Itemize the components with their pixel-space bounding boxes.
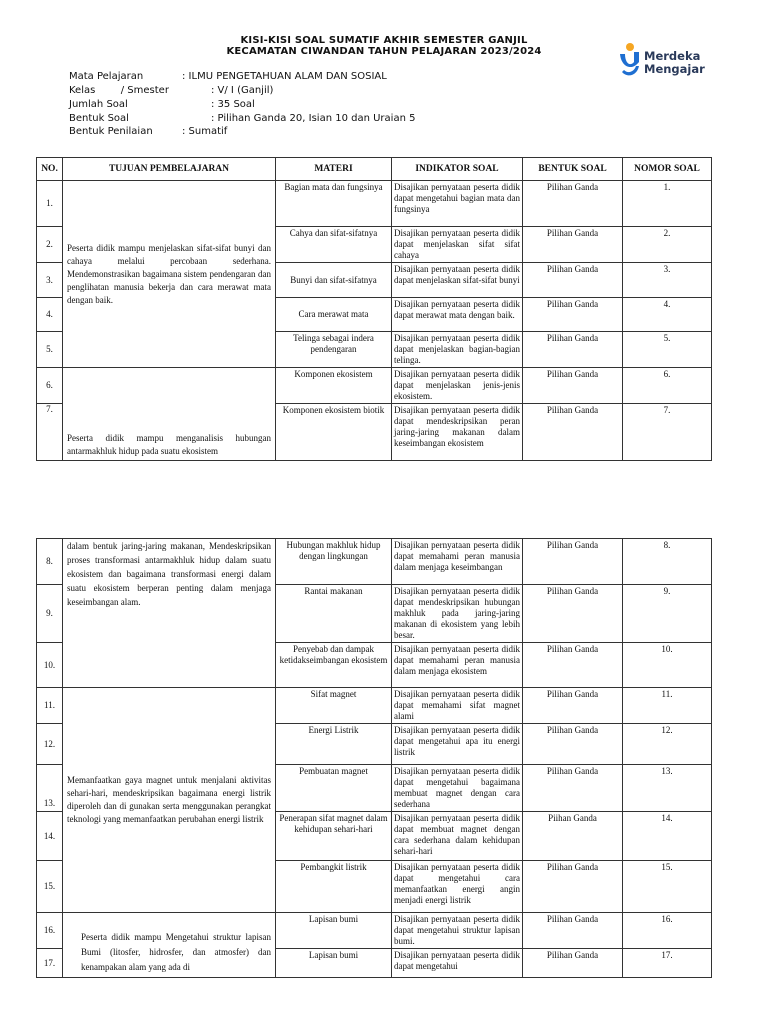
row-no: 6. — [37, 368, 63, 404]
materi-cell: Hubungan makhluk hidup dengan lingkungan — [276, 539, 392, 585]
bentuk-cell: Pilihan Ganda — [523, 585, 623, 643]
info-value-kelas: : V/ I (Ganjil) — [211, 85, 274, 96]
info-value-bentuk-penilaian: : Sumatif — [182, 126, 228, 137]
row-no: 17. — [37, 949, 63, 978]
bentuk-cell: Pilihan Ganda — [523, 949, 623, 978]
table-row — [37, 913, 712, 949]
nomor-cell: 10. — [623, 643, 712, 688]
bentuk-cell: Pilihan Ganda — [523, 643, 623, 688]
merdeka-mengajar-logo — [617, 42, 707, 78]
bentuk-cell: Pilihan Ganda — [523, 688, 623, 724]
info-value-mata-pelajaran: : ILMU PENGETAHUAN ALAM DAN SOSIAL — [182, 71, 387, 82]
row-no: 9. — [37, 585, 63, 643]
row-no: 15. — [37, 861, 63, 913]
indikator-cell: Disajikan pernyataan peserta didik dapat menjelaskan sifat sifat cahaya — [392, 227, 523, 263]
indikator-cell: Disajikan pernyataan peserta didik dapat memahami peran manusia dalam menjaga keseimbangan — [392, 539, 523, 585]
logo-text-mengajar: Mengajar — [644, 62, 705, 76]
materi-cell: Sifat magnet — [276, 688, 392, 724]
document-title-line2: KECAMATAN CIWANDAN TAHUN PELAJARAN 2023/2024 — [226, 46, 542, 57]
kisi-kisi-table-part1 — [36, 157, 712, 461]
materi-cell: Lapisan bumi — [276, 913, 392, 949]
info-label-mata-pelajaran: Mata Pelajaran — [69, 71, 144, 82]
indikator-cell: Disajikan pernyataan peserta didik dapat mendeskripsikan hubungan makhluk pada jaring-jaring makanan di ekosistem yang lebih besar. — [392, 585, 523, 643]
bentuk-cell: Pilihan Ganda — [523, 861, 623, 913]
tujuan-cell: Peserta didik mampu menjelaskan sifat-sifat bunyi dan cahaya melalui percobaan sederhana. Mendemonstrasikan bagaimana sistem pendengaran dan penglihatan manusia bekerja dan cara merawat mata dengan baik. — [63, 181, 276, 368]
nomor-cell: 9. — [623, 585, 712, 643]
nomor-cell: 3. — [623, 263, 712, 298]
indikator-cell: Disajikan pernyataan peserta didik dapat membuat magnet dengan cara sederhana dalam kehidupan sehari-hari — [392, 812, 523, 861]
header-tujuan: TUJUAN PEMBELAJARAN — [63, 158, 276, 181]
info-label-kelas: Kelas / Smester — [69, 85, 169, 96]
row-no: 10. — [37, 643, 63, 688]
nomor-cell: 12. — [623, 724, 712, 765]
table-row — [37, 181, 712, 227]
document-title-line1: KISI-KISI SOAL SUMATIF AKHIR SEMESTER GANJIL — [240, 35, 528, 46]
nomor-cell: 17. — [623, 949, 712, 978]
row-no: 3. — [37, 263, 63, 298]
materi-cell: Cara merawat mata — [276, 298, 392, 332]
indikator-cell: Disajikan pernyataan peserta didik dapat merawat mata dengan baik. — [392, 298, 523, 332]
info-value-bentuk-soal: : Pilihan Ganda 20, Isian 10 dan Uraian 5 — [211, 113, 416, 124]
nomor-cell: 14. — [623, 812, 712, 861]
nomor-cell: 15. — [623, 861, 712, 913]
bentuk-cell: Pilihan Ganda — [523, 263, 623, 298]
materi-cell: Bunyi dan sifat-sifatnya — [276, 263, 392, 298]
indikator-cell: Disajikan pernyataan peserta didik dapat menjelaskan bagian-bagian telinga. — [392, 332, 523, 368]
header-nomor: NOMOR SOAL — [623, 158, 712, 181]
indikator-cell: Disajikan pernyataan peserta didik dapat menjelaskan jenis-jenis ekosistem. — [392, 368, 523, 404]
materi-cell: Pembangkit listrik — [276, 861, 392, 913]
bentuk-cell: Pilihan Ganda — [523, 913, 623, 949]
table-header-row — [37, 158, 712, 181]
row-no: 2. — [37, 227, 63, 263]
header-no: NO. — [37, 158, 63, 181]
nomor-cell: 5. — [623, 332, 712, 368]
indikator-cell: Disajikan pernyataan peserta didik dapat mengetahui bagian mata dan fungsinya — [392, 181, 523, 227]
bentuk-cell: Pilihan Ganda — [523, 765, 623, 812]
nomor-cell: 4. — [623, 298, 712, 332]
indikator-cell: Disajikan pernyataan peserta didik dapat memahami sifat magnet alami — [392, 688, 523, 724]
table-row — [37, 368, 712, 404]
row-no: 8. — [37, 539, 63, 585]
row-no: 14. — [37, 812, 63, 861]
row-no: 1. — [37, 181, 63, 227]
bentuk-cell: Pilihan Ganda — [523, 368, 623, 404]
materi-cell: Lapisan bumi — [276, 949, 392, 978]
bentuk-cell: Pilihan Ganda — [523, 298, 623, 332]
tujuan-cell: Memanfaatkan gaya magnet untuk menjalani aktivitas sehari-hari, mendeskripsikan bagaimana energi listrik diperoleh dan di gunakan serta menggunakan perangkat teknologi yang memanfaatkan perubahan energi listrik — [63, 688, 276, 913]
tujuan-cell: dalam bentuk jaring-jaring makanan, Mendeskripsikan proses transformasi antarmakhluk hidup dalam suatu ekosistem dan bagaimana transformasi energi dalam suatu ekosistem berperan penting dalam menjaga keseimbangan alam. — [63, 539, 276, 688]
nomor-cell: 11. — [623, 688, 712, 724]
row-no: 7. — [37, 404, 63, 461]
nomor-cell: 6. — [623, 368, 712, 404]
header-indikator: INDIKATOR SOAL — [392, 158, 523, 181]
row-no: 16. — [37, 913, 63, 949]
logo-text-merdeka: Merdeka — [644, 49, 701, 63]
info-label-bentuk-penilaian: Bentuk Penilaian — [69, 126, 153, 137]
header-bentuk: BENTUK SOAL — [523, 158, 623, 181]
nomor-cell: 1. — [623, 181, 712, 227]
table-row — [37, 539, 712, 585]
materi-cell: Energi Listrik — [276, 724, 392, 765]
nomor-cell: 2. — [623, 227, 712, 263]
nomor-cell: 16. — [623, 913, 712, 949]
bentuk-cell: Piihan Ganda — [523, 812, 623, 861]
materi-cell: Bagian mata dan fungsinya — [276, 181, 392, 227]
row-no: 13. — [37, 765, 63, 812]
bentuk-cell: Pilihan Ganda — [523, 724, 623, 765]
row-no: 11. — [37, 688, 63, 724]
indikator-cell: Disajikan pernyataan peserta didik dapat memahami peran manusia dalam menjaga ekosistem — [392, 643, 523, 688]
row-no: 5. — [37, 332, 63, 368]
materi-cell: Komponen ekosistem biotik — [276, 404, 392, 461]
indikator-cell: Disajikan pernyataan peserta didik dapat mengetahui bagaimana membuat magnet dengan cara sederhana — [392, 765, 523, 812]
materi-cell: Penerapan sifat magnet dalam kehidupan sehari-hari — [276, 812, 392, 861]
indikator-cell: Disajikan pernyataan peserta didik dapat mendeskripsikan peran jaring-jaring makanan dalam keseimbangan ekosistem — [392, 404, 523, 461]
tujuan-cell: Peserta didik mampu menganalisis hubungan antarmakhluk hidup pada suatu ekosistem — [63, 368, 276, 461]
bentuk-cell: Pilihan Ganda — [523, 227, 623, 263]
nomor-cell: 13. — [623, 765, 712, 812]
bentuk-cell: Pilihan Ganda — [523, 181, 623, 227]
bentuk-cell: Pilihan Ganda — [523, 404, 623, 461]
materi-cell: Cahya dan sifat-sifatnya — [276, 227, 392, 263]
materi-cell: Komponen ekosistem — [276, 368, 392, 404]
row-no: 12. — [37, 724, 63, 765]
materi-cell: Telinga sebagai indera pendengaran — [276, 332, 392, 368]
header-materi: MATERI — [276, 158, 392, 181]
materi-cell: Pembuatan magnet — [276, 765, 392, 812]
info-label-bentuk-soal: Bentuk Soal — [69, 113, 129, 124]
nomor-cell: 8. — [623, 539, 712, 585]
merdeka-logo-icon — [617, 42, 643, 78]
materi-cell: Rantai makanan — [276, 585, 392, 643]
nomor-cell: 7. — [623, 404, 712, 461]
indikator-cell: Disajikan pernyataan peserta didik dapat mengetahui apa itu energi listrik — [392, 724, 523, 765]
bentuk-cell: Pilihan Ganda — [523, 332, 623, 368]
bentuk-cell: Pilihan Ganda — [523, 539, 623, 585]
materi-cell: Penyebab dan dampak ketidakseimbangan ekosistem — [276, 643, 392, 688]
row-no: 4. — [37, 298, 63, 332]
info-label-jumlah-soal: Jumlah Soal — [69, 99, 128, 110]
tujuan-cell: Peserta didik mampu Mengetahui struktur lapisan Bumi (litosfer, hidrosfer, dan atmosfer) dan kenampakan alam yang ada di — [63, 913, 276, 978]
kisi-kisi-table-part2 — [36, 538, 712, 978]
indikator-cell: Disajikan pernyataan peserta didik dapat menjelaskan sifat-sifat bunyi — [392, 263, 523, 298]
table-row — [37, 688, 712, 724]
indikator-cell: Disajikan pernyataan peserta didik dapat mengetahui — [392, 949, 523, 978]
info-value-jumlah-soal: : 35 Soal — [211, 99, 255, 110]
indikator-cell: Disajikan pernyataan peserta didik dapat mengetahui cara memanfaatkan energi angin menjadi energi listrik — [392, 861, 523, 913]
indikator-cell: Disajikan pernyataan peserta didik dapat mengetahui struktur lapisan bumi. — [392, 913, 523, 949]
